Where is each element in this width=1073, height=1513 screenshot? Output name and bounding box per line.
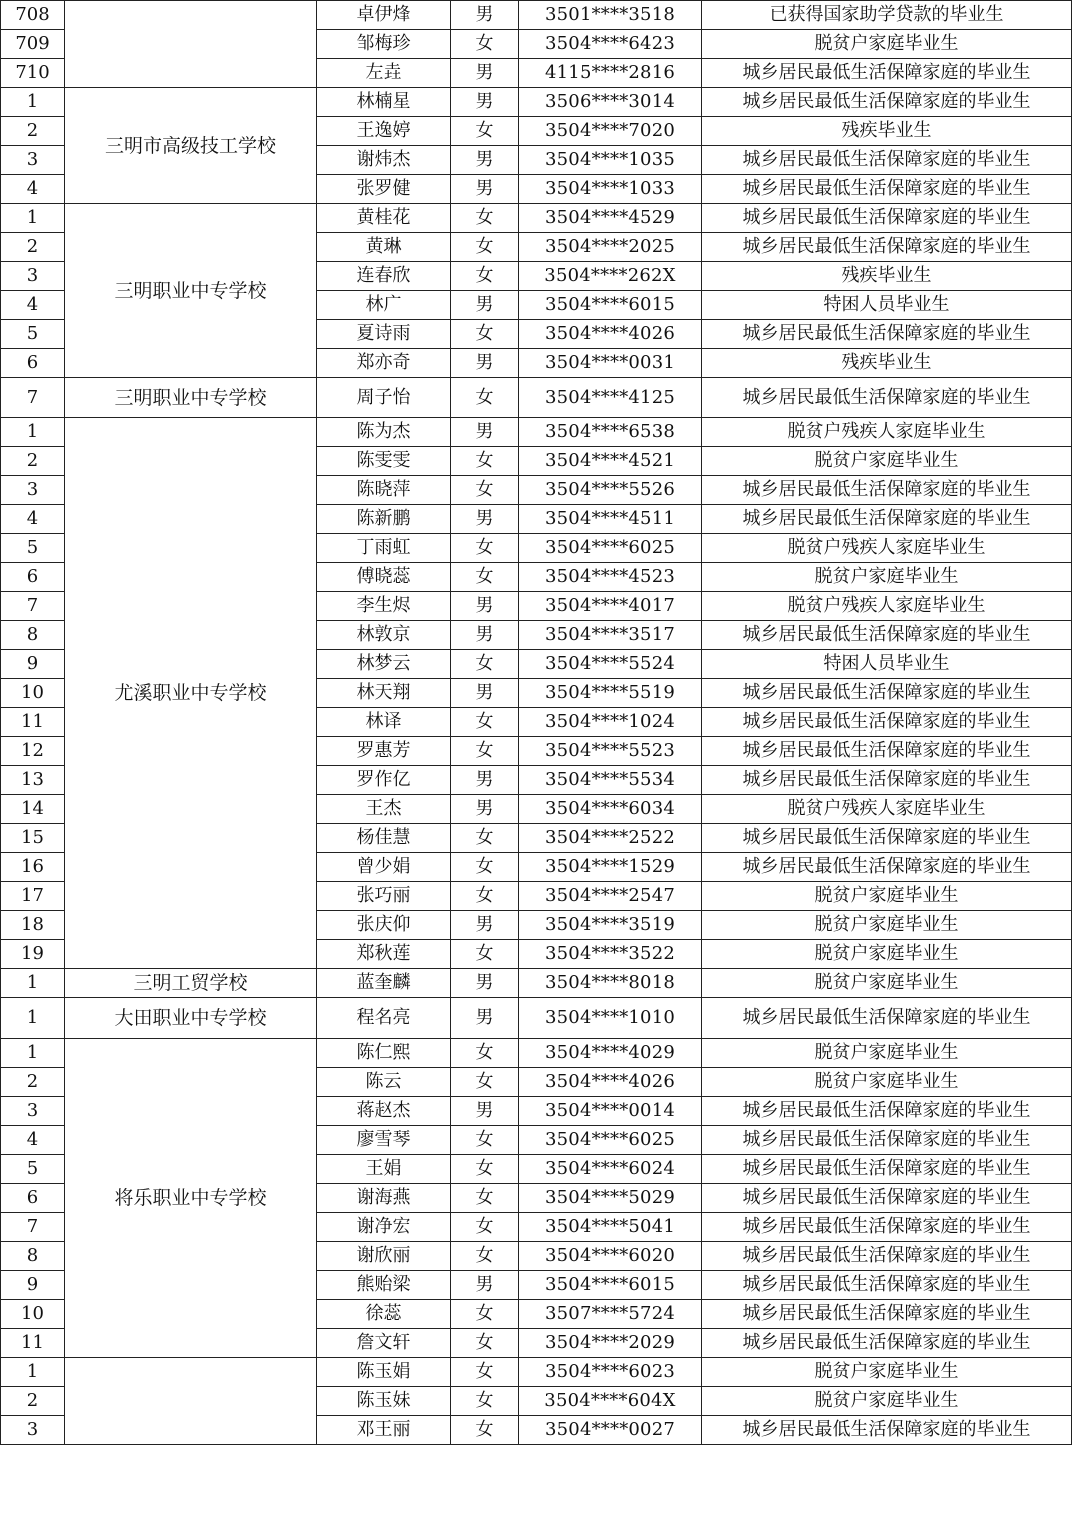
student-name: 郑亦奇 xyxy=(317,349,451,378)
table-row xyxy=(1,88,1072,117)
student-name: 林敦京 xyxy=(317,621,451,650)
row-number: 2 xyxy=(1,1387,65,1416)
id-number: 3504****6023 xyxy=(519,1358,702,1387)
row-number: 14 xyxy=(1,795,65,824)
student-name: 张庆仰 xyxy=(317,911,451,940)
category: 城乡居民最低生活保障家庭的毕业生 xyxy=(702,1416,1072,1445)
category: 城乡居民最低生活保障家庭的毕业生 xyxy=(702,1126,1072,1155)
row-number: 4 xyxy=(1,1126,65,1155)
gender: 男 xyxy=(451,1271,519,1300)
category: 城乡居民最低生活保障家庭的毕业生 xyxy=(702,476,1072,505)
id-number: 3504****3517 xyxy=(519,621,702,650)
row-number: 2 xyxy=(1,447,65,476)
category: 城乡居民最低生活保障家庭的毕业生 xyxy=(702,1155,1072,1184)
category: 城乡居民最低生活保障家庭的毕业生 xyxy=(702,621,1072,650)
gender: 男 xyxy=(451,59,519,88)
student-name: 夏诗雨 xyxy=(317,320,451,349)
category: 脱贫户家庭毕业生 xyxy=(702,911,1072,940)
table-row xyxy=(1,1358,1072,1387)
id-number: 3504****262X xyxy=(519,262,702,291)
id-number: 3504****1010 xyxy=(519,998,702,1039)
id-number: 3504****5519 xyxy=(519,679,702,708)
category: 脱贫户家庭毕业生 xyxy=(702,1068,1072,1097)
category: 城乡居民最低生活保障家庭的毕业生 xyxy=(702,1242,1072,1271)
category: 城乡居民最低生活保障家庭的毕业生 xyxy=(702,998,1072,1039)
row-number: 1 xyxy=(1,1039,65,1068)
row-number: 3 xyxy=(1,1416,65,1445)
row-number: 17 xyxy=(1,882,65,911)
id-number: 3504****5041 xyxy=(519,1213,702,1242)
gender: 女 xyxy=(451,320,519,349)
row-number: 2 xyxy=(1,233,65,262)
category: 城乡居民最低生活保障家庭的毕业生 xyxy=(702,59,1072,88)
gender: 男 xyxy=(451,146,519,175)
student-name: 谢炜杰 xyxy=(317,146,451,175)
gender: 女 xyxy=(451,1358,519,1387)
student-name: 程名亮 xyxy=(317,998,451,1039)
gender: 女 xyxy=(451,708,519,737)
row-number: 709 xyxy=(1,30,65,59)
id-number: 3504****0031 xyxy=(519,349,702,378)
row-number: 6 xyxy=(1,1184,65,1213)
row-number: 10 xyxy=(1,679,65,708)
student-name: 郑秋莲 xyxy=(317,940,451,969)
id-number: 3504****1033 xyxy=(519,175,702,204)
student-name: 丁雨虹 xyxy=(317,534,451,563)
row-number: 7 xyxy=(1,378,65,418)
id-number: 3504****4529 xyxy=(519,204,702,233)
id-number: 3504****5526 xyxy=(519,476,702,505)
gender: 男 xyxy=(451,766,519,795)
id-number: 3504****6020 xyxy=(519,1242,702,1271)
gender: 男 xyxy=(451,88,519,117)
gender: 女 xyxy=(451,534,519,563)
gender: 男 xyxy=(451,911,519,940)
gender: 女 xyxy=(451,563,519,592)
id-number: 4115****2816 xyxy=(519,59,702,88)
category: 城乡居民最低生活保障家庭的毕业生 xyxy=(702,737,1072,766)
id-number: 3504****4017 xyxy=(519,592,702,621)
gender: 女 xyxy=(451,476,519,505)
student-name: 陈云 xyxy=(317,1068,451,1097)
school-name: 三明职业中专学校 xyxy=(65,378,317,418)
id-number: 3504****2547 xyxy=(519,882,702,911)
student-name: 陈雯雯 xyxy=(317,447,451,476)
gender: 男 xyxy=(451,175,519,204)
id-number: 3504****3522 xyxy=(519,940,702,969)
id-number: 3504****604X xyxy=(519,1387,702,1416)
id-number: 3504****6025 xyxy=(519,1126,702,1155)
category: 脱贫户家庭毕业生 xyxy=(702,969,1072,998)
id-number: 3504****0027 xyxy=(519,1416,702,1445)
category: 脱贫户家庭毕业生 xyxy=(702,447,1072,476)
id-number: 3504****1529 xyxy=(519,853,702,882)
id-number: 3504****6015 xyxy=(519,291,702,320)
row-number: 7 xyxy=(1,592,65,621)
id-number: 3504****7020 xyxy=(519,117,702,146)
category: 残疾毕业生 xyxy=(702,349,1072,378)
id-number: 3504****4521 xyxy=(519,447,702,476)
id-number: 3504****6423 xyxy=(519,30,702,59)
school-name: 三明市高级技工学校 xyxy=(65,88,317,204)
student-name: 傅晓蕊 xyxy=(317,563,451,592)
row-number: 13 xyxy=(1,766,65,795)
row-number: 18 xyxy=(1,911,65,940)
gender: 男 xyxy=(451,621,519,650)
category: 脱贫户残疾人家庭毕业生 xyxy=(702,418,1072,447)
category: 城乡居民最低生活保障家庭的毕业生 xyxy=(702,679,1072,708)
category: 城乡居民最低生活保障家庭的毕业生 xyxy=(702,146,1072,175)
row-number: 1 xyxy=(1,204,65,233)
table-row xyxy=(1,1039,1072,1068)
category: 城乡居民最低生活保障家庭的毕业生 xyxy=(702,88,1072,117)
id-number: 3504****4026 xyxy=(519,1068,702,1097)
gender: 女 xyxy=(451,1387,519,1416)
student-name: 张巧丽 xyxy=(317,882,451,911)
student-name: 黄琳 xyxy=(317,233,451,262)
gender: 女 xyxy=(451,1300,519,1329)
row-number: 9 xyxy=(1,650,65,679)
category: 脱贫户家庭毕业生 xyxy=(702,1039,1072,1068)
category: 残疾毕业生 xyxy=(702,117,1072,146)
row-number: 6 xyxy=(1,563,65,592)
student-name: 王娟 xyxy=(317,1155,451,1184)
student-name: 罗惠芳 xyxy=(317,737,451,766)
student-name: 陈为杰 xyxy=(317,418,451,447)
student-name: 连春欣 xyxy=(317,262,451,291)
table-row xyxy=(1,418,1072,447)
id-number: 3504****5029 xyxy=(519,1184,702,1213)
student-name: 李生烬 xyxy=(317,592,451,621)
category: 城乡居民最低生活保障家庭的毕业生 xyxy=(702,320,1072,349)
student-name: 廖雪琴 xyxy=(317,1126,451,1155)
student-name: 林广 xyxy=(317,291,451,320)
row-number: 2 xyxy=(1,117,65,146)
category: 脱贫户家庭毕业生 xyxy=(702,882,1072,911)
id-number: 3504****1024 xyxy=(519,708,702,737)
category: 脱贫户家庭毕业生 xyxy=(702,1387,1072,1416)
row-number: 708 xyxy=(1,1,65,30)
id-number: 3504****2522 xyxy=(519,824,702,853)
id-number: 3504****6015 xyxy=(519,1271,702,1300)
row-number: 12 xyxy=(1,737,65,766)
school-name xyxy=(65,1,317,88)
gender: 女 xyxy=(451,447,519,476)
category: 城乡居民最低生活保障家庭的毕业生 xyxy=(702,766,1072,795)
category: 城乡居民最低生活保障家庭的毕业生 xyxy=(702,824,1072,853)
id-number: 3504****5524 xyxy=(519,650,702,679)
id-number: 3504****5523 xyxy=(519,737,702,766)
category: 脱贫户家庭毕业生 xyxy=(702,563,1072,592)
gender: 男 xyxy=(451,349,519,378)
row-number: 3 xyxy=(1,476,65,505)
row-number: 5 xyxy=(1,320,65,349)
table-row xyxy=(1,969,1072,998)
row-number: 15 xyxy=(1,824,65,853)
gender: 女 xyxy=(451,262,519,291)
gender: 女 xyxy=(451,204,519,233)
gender: 男 xyxy=(451,1,519,30)
row-number: 9 xyxy=(1,1271,65,1300)
id-number: 3504****6025 xyxy=(519,534,702,563)
table-row xyxy=(1,998,1072,1039)
student-name: 林天翔 xyxy=(317,679,451,708)
row-number: 6 xyxy=(1,349,65,378)
category: 残疾毕业生 xyxy=(702,262,1072,291)
gender: 女 xyxy=(451,737,519,766)
row-number: 11 xyxy=(1,708,65,737)
school-name: 三明职业中专学校 xyxy=(65,204,317,378)
student-name: 周子怡 xyxy=(317,378,451,418)
category: 特困人员毕业生 xyxy=(702,291,1072,320)
student-name: 林梦云 xyxy=(317,650,451,679)
row-number: 5 xyxy=(1,534,65,563)
id-number: 3504****2025 xyxy=(519,233,702,262)
table-body xyxy=(1,1,1072,1445)
gender: 女 xyxy=(451,882,519,911)
category: 城乡居民最低生活保障家庭的毕业生 xyxy=(702,1184,1072,1213)
category: 城乡居民最低生活保障家庭的毕业生 xyxy=(702,1300,1072,1329)
gender: 男 xyxy=(451,1097,519,1126)
id-number: 3504****3519 xyxy=(519,911,702,940)
gender: 女 xyxy=(451,1329,519,1358)
student-name: 徐蕊 xyxy=(317,1300,451,1329)
gender: 女 xyxy=(451,1039,519,1068)
category: 城乡居民最低生活保障家庭的毕业生 xyxy=(702,175,1072,204)
category: 城乡居民最低生活保障家庭的毕业生 xyxy=(702,204,1072,233)
row-number: 1 xyxy=(1,969,65,998)
category: 脱贫户残疾人家庭毕业生 xyxy=(702,534,1072,563)
student-name: 熊贻梁 xyxy=(317,1271,451,1300)
student-name: 邹梅珍 xyxy=(317,30,451,59)
gender: 女 xyxy=(451,650,519,679)
gender: 女 xyxy=(451,30,519,59)
gender: 女 xyxy=(451,117,519,146)
gender: 女 xyxy=(451,1184,519,1213)
gender: 男 xyxy=(451,998,519,1039)
row-number: 2 xyxy=(1,1068,65,1097)
id-number: 3504****2029 xyxy=(519,1329,702,1358)
gender: 男 xyxy=(451,679,519,708)
id-number: 3504****4026 xyxy=(519,320,702,349)
row-number: 3 xyxy=(1,1097,65,1126)
gender: 女 xyxy=(451,853,519,882)
table-row xyxy=(1,378,1072,418)
row-number: 11 xyxy=(1,1329,65,1358)
row-number: 1 xyxy=(1,88,65,117)
gender: 女 xyxy=(451,1242,519,1271)
student-name: 陈玉娟 xyxy=(317,1358,451,1387)
row-number: 19 xyxy=(1,940,65,969)
id-number: 3504****5534 xyxy=(519,766,702,795)
table-row xyxy=(1,1,1072,30)
row-number: 4 xyxy=(1,175,65,204)
gender: 女 xyxy=(451,1155,519,1184)
row-number: 3 xyxy=(1,146,65,175)
gender: 女 xyxy=(451,1213,519,1242)
category: 城乡居民最低生活保障家庭的毕业生 xyxy=(702,1329,1072,1358)
id-number: 3506****3014 xyxy=(519,88,702,117)
gender: 女 xyxy=(451,940,519,969)
category: 脱贫户家庭毕业生 xyxy=(702,940,1072,969)
student-name: 陈玉妹 xyxy=(317,1387,451,1416)
gender: 男 xyxy=(451,592,519,621)
id-number: 3504****4125 xyxy=(519,378,702,418)
category: 脱贫户家庭毕业生 xyxy=(702,1358,1072,1387)
row-number: 5 xyxy=(1,1155,65,1184)
student-name: 蓝奎麟 xyxy=(317,969,451,998)
gender: 男 xyxy=(451,418,519,447)
school-name xyxy=(65,1358,317,1445)
gender: 男 xyxy=(451,795,519,824)
student-name: 左垚 xyxy=(317,59,451,88)
gender: 女 xyxy=(451,1126,519,1155)
student-name: 张罗健 xyxy=(317,175,451,204)
school-name: 大田职业中专学校 xyxy=(65,998,317,1039)
id-number: 3504****8018 xyxy=(519,969,702,998)
student-name: 罗作亿 xyxy=(317,766,451,795)
category: 特困人员毕业生 xyxy=(702,650,1072,679)
id-number: 3504****1035 xyxy=(519,146,702,175)
category: 城乡居民最低生活保障家庭的毕业生 xyxy=(702,233,1072,262)
id-number: 3504****4511 xyxy=(519,505,702,534)
category: 脱贫户残疾人家庭毕业生 xyxy=(702,592,1072,621)
student-name: 林楠星 xyxy=(317,88,451,117)
id-number: 3504****6024 xyxy=(519,1155,702,1184)
student-name: 詹文轩 xyxy=(317,1329,451,1358)
id-number: 3504****4523 xyxy=(519,563,702,592)
student-name: 杨佳慧 xyxy=(317,824,451,853)
category: 城乡居民最低生活保障家庭的毕业生 xyxy=(702,378,1072,418)
row-number: 1 xyxy=(1,418,65,447)
gender: 女 xyxy=(451,1068,519,1097)
category: 城乡居民最低生活保障家庭的毕业生 xyxy=(702,708,1072,737)
gender: 男 xyxy=(451,505,519,534)
row-number: 10 xyxy=(1,1300,65,1329)
row-number: 710 xyxy=(1,59,65,88)
id-number: 3504****6034 xyxy=(519,795,702,824)
school-name: 三明工贸学校 xyxy=(65,969,317,998)
student-name: 谢欣丽 xyxy=(317,1242,451,1271)
row-number: 1 xyxy=(1,1358,65,1387)
student-name: 陈仁熙 xyxy=(317,1039,451,1068)
category: 城乡居民最低生活保障家庭的毕业生 xyxy=(702,1097,1072,1126)
row-number: 8 xyxy=(1,1242,65,1271)
id-number: 3504****0014 xyxy=(519,1097,702,1126)
category: 城乡居民最低生活保障家庭的毕业生 xyxy=(702,853,1072,882)
row-number: 16 xyxy=(1,853,65,882)
row-number: 1 xyxy=(1,998,65,1039)
student-name: 曾少娟 xyxy=(317,853,451,882)
student-name: 陈晓萍 xyxy=(317,476,451,505)
student-name: 卓伊烽 xyxy=(317,1,451,30)
gender: 女 xyxy=(451,1416,519,1445)
gender: 女 xyxy=(451,378,519,418)
category: 已获得国家助学贷款的毕业生 xyxy=(702,1,1072,30)
gender: 男 xyxy=(451,969,519,998)
table-row xyxy=(1,204,1072,233)
student-name: 王逸婷 xyxy=(317,117,451,146)
category: 脱贫户家庭毕业生 xyxy=(702,30,1072,59)
category: 城乡居民最低生活保障家庭的毕业生 xyxy=(702,505,1072,534)
id-number: 3504****4029 xyxy=(519,1039,702,1068)
gender: 女 xyxy=(451,233,519,262)
id-number: 3501****3518 xyxy=(519,1,702,30)
student-name: 黄桂花 xyxy=(317,204,451,233)
gender: 女 xyxy=(451,824,519,853)
student-name: 蒋赵杰 xyxy=(317,1097,451,1126)
student-name: 谢海燕 xyxy=(317,1184,451,1213)
student-name: 邓王丽 xyxy=(317,1416,451,1445)
gender: 男 xyxy=(451,291,519,320)
student-name: 王杰 xyxy=(317,795,451,824)
row-number: 4 xyxy=(1,291,65,320)
school-name: 尤溪职业中专学校 xyxy=(65,418,317,969)
id-number: 3507****5724 xyxy=(519,1300,702,1329)
category: 脱贫户残疾人家庭毕业生 xyxy=(702,795,1072,824)
student-name: 林译 xyxy=(317,708,451,737)
row-number: 3 xyxy=(1,262,65,291)
student-name: 陈新鹏 xyxy=(317,505,451,534)
category: 城乡居民最低生活保障家庭的毕业生 xyxy=(702,1271,1072,1300)
id-number: 3504****6538 xyxy=(519,418,702,447)
school-name: 将乐职业中专学校 xyxy=(65,1039,317,1358)
row-number: 8 xyxy=(1,621,65,650)
row-number: 7 xyxy=(1,1213,65,1242)
row-number: 4 xyxy=(1,505,65,534)
student-name: 谢净宏 xyxy=(317,1213,451,1242)
category: 城乡居民最低生活保障家庭的毕业生 xyxy=(702,1213,1072,1242)
